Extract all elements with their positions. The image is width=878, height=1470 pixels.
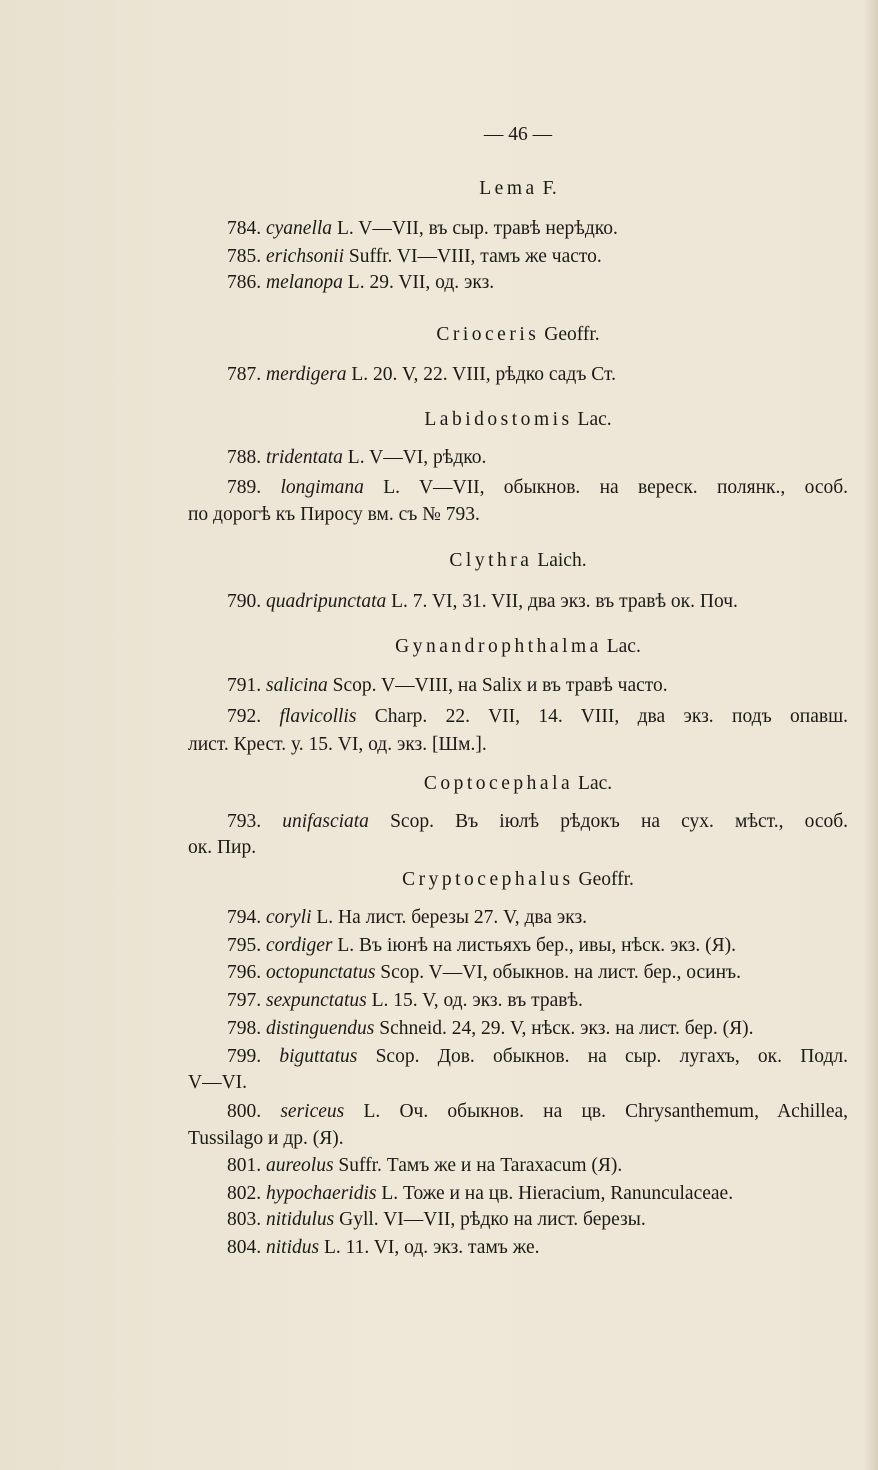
entry-continuation: V—VI. [188,1072,248,1093]
species-name: nitidulus [266,1209,335,1230]
entry-number: 803. [227,1209,262,1230]
genus-heading [188,407,848,433]
entry-text: Suffr. VI—VIII, тамъ же часто. [348,246,602,267]
entry-text: L. 15. V, од. экз. въ травѣ. [371,990,583,1011]
genus-name: Labidostomis [424,409,573,430]
entry-number: 789. [227,477,262,498]
species-name: octopunctatus [266,962,376,983]
entry-number: 784. [227,218,262,239]
species-name: salicina [266,675,328,696]
species-entry [227,445,878,471]
species-entry [227,673,878,699]
species-name: unifasciata [282,811,369,832]
species-entry [227,988,878,1014]
genus-heading [188,634,848,660]
genus-name: Cryptocephalus [402,869,574,890]
species-name: melanopa [266,272,343,293]
genus-author: Lac. [606,636,641,657]
species-name: cordiger [266,935,333,956]
entry-number: 787. [227,364,262,385]
genus-heading [188,548,848,574]
species-entry [227,270,878,296]
genus-author: Laich. [537,550,587,571]
genus-author: Lac. [578,773,613,794]
species-entry [227,362,878,388]
genus-author: Geoffr. [578,869,634,890]
entry-text: L. 29. VII, од. экз. [347,272,495,293]
genus-name: Crioceris [436,324,540,345]
genus-author: Geoffr. [544,324,600,345]
entry-number: 788. [227,447,262,468]
page-number: — 46 — [483,124,553,145]
species-name: flavicollis [279,706,357,727]
entry-text: L. Оч. обыкнов. на цв. Chrysanthemum, Achillea, [363,1101,849,1122]
entry-text: Scop. Дов. обыкнов. на сыр. лугахъ, ок. Подл. [375,1046,849,1067]
species-name: aureolus [266,1155,334,1176]
genus-name: Lema [479,178,538,199]
species-entry [227,1099,848,1125]
entry-number: 795. [227,935,262,956]
entry-number: 797. [227,990,262,1011]
entry-text: L. Въ іюнѣ на листьяхъ бер., ивы, нѣск. экз. (Я). [337,935,736,956]
entry-text: L. На лист. березы 27. V, два экз. [316,907,588,928]
species-name: erichsonii [266,246,344,267]
species-entry [227,1235,878,1261]
species-entry [227,1181,878,1207]
species-entry [227,809,848,835]
species-entry [227,1016,878,1042]
genus-heading [188,867,848,893]
genus-heading [188,771,848,797]
entry-text: Charp. 22. VII, 14. VIII, два экз. подъ опавш. [374,706,848,727]
entry-number: 785. [227,246,262,267]
entry-text: Gyll. VI—VII, рѣдко на лист. березы. [339,1209,646,1230]
entry-text: L. V—VI, рѣдко. [347,447,487,468]
species-entry [227,960,878,986]
species-entry [227,905,878,931]
species-entry [227,1153,878,1179]
entry-number: 786. [227,272,262,293]
entry-number: 793. [227,811,262,832]
entry-text: L. 11. VI, од. экз. тамъ же. [323,1237,540,1258]
genus-name: Coptocephala [423,773,574,794]
entry-number: 800. [227,1101,262,1122]
species-name: quadripunctata [266,591,387,612]
entry-number: 791. [227,675,262,696]
entry-text: Suffr. Тамъ же и на Taraxacum (Я). [338,1155,623,1176]
genus-author: F. [542,178,557,199]
species-name: distinguendus [266,1018,375,1039]
entry-continuation: Tussilago и др. (Я). [188,1128,344,1149]
species-name: longimana [280,477,364,498]
entry-number: 801. [227,1155,262,1176]
entry-number: 799. [227,1046,262,1067]
entry-continuation: по дорогѣ къ Пиросу вм. съ № 793. [188,504,480,525]
species-name: merdigera [266,364,347,385]
species-name: cyanella [266,218,333,239]
entry-text: L. Тоже и на цв. Hieracium, Ranunculaceae. [381,1183,734,1204]
genus-name: Gynandrophthalma [395,636,602,657]
entry-text: Scop. V—VI, обыкнов. на лист. бер., осинъ. [380,962,741,983]
genus-name: Clythra [449,550,533,571]
species-entry [227,244,878,270]
entry-number: 796. [227,962,262,983]
entry-number: 798. [227,1018,262,1039]
entry-number: 792. [227,706,262,727]
species-name: sericeus [280,1101,345,1122]
species-entry [227,216,878,242]
species-name: tridentata [266,447,343,468]
entry-number: 804. [227,1237,262,1258]
species-entry [227,704,848,730]
species-name: sexpunctatus [266,990,367,1011]
entry-continuation: ок. Пир. [188,837,257,858]
entry-number: 794. [227,907,262,928]
entry-text: Schneid. 24, 29. V, нѣск. экз. на лист. бер. (Я). [379,1018,754,1039]
species-entry [227,1207,878,1233]
genus-heading [188,176,848,202]
species-name: coryli [266,907,312,928]
entry-text: L. 7. VI, 31. VII, два экз. въ травѣ ок. Поч. [391,591,738,612]
species-entry [227,933,878,959]
entry-number: 802. [227,1183,262,1204]
entry-text: L. V—VII, обыкнов. на вереск. полянк., особ. [383,477,849,498]
species-entry [227,1044,848,1070]
species-name: biguttatus [279,1046,358,1067]
entry-text: Scop. Въ іюлѣ рѣдокъ на сух. мѣст., особ. [390,811,849,832]
species-entry [227,475,848,501]
species-entry [227,589,878,615]
genus-author: Lac. [577,409,612,430]
entry-number: 790. [227,591,262,612]
genus-heading [188,322,848,348]
species-name: nitidus [266,1237,320,1258]
entry-text: Scop. V—VIII, на Salix и въ травѣ часто. [332,675,668,696]
entry-text: L. 20. V, 22. VIII, рѣдко садъ Ст. [351,364,616,385]
entry-text: L. V—VII, въ сыр. травѣ нерѣдко. [336,218,618,239]
species-name: hypochaeridis [266,1183,377,1204]
entry-continuation: лист. Крест. у. 15. VI, од. экз. [Шм.]. [188,734,487,755]
